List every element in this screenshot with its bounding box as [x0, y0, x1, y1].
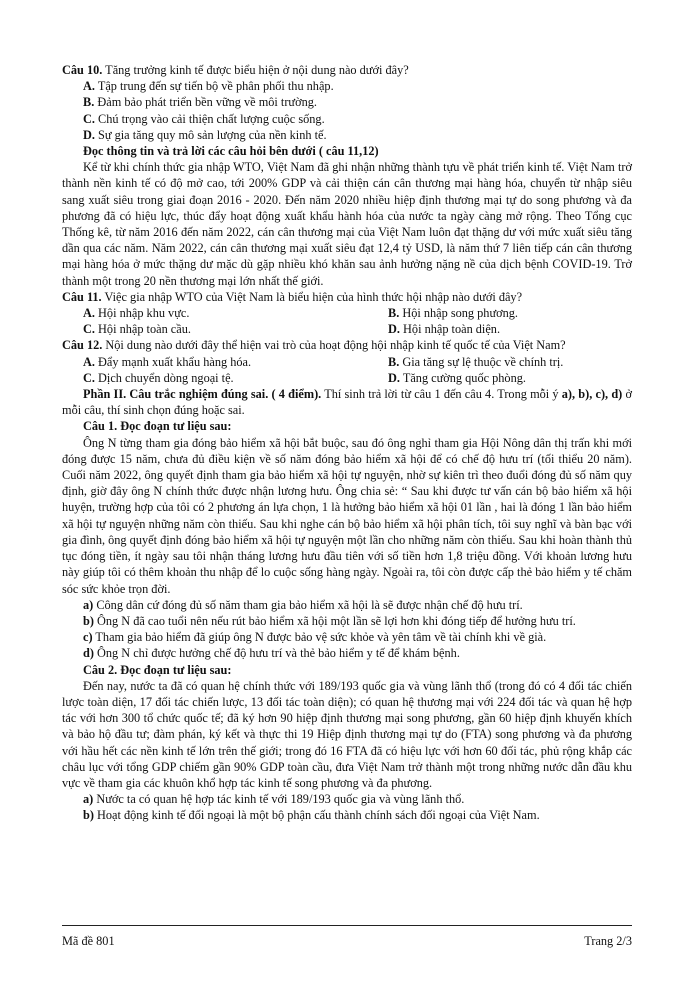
- statement-label: b): [83, 613, 94, 628]
- option-label: A.: [83, 354, 95, 369]
- part-2-intro: [62, 386, 632, 418]
- option: [62, 94, 632, 110]
- case-2-heading: [62, 662, 632, 678]
- statement: [62, 791, 632, 807]
- option: [388, 354, 632, 370]
- option-text: Gia tăng sự lệ thuộc về chính trị.: [399, 354, 564, 369]
- option-text: Đẩy mạnh xuất khẩu hàng hóa.: [94, 354, 252, 369]
- statement-label: c): [83, 630, 93, 645]
- option-label: A.: [83, 79, 95, 94]
- statement-text: Ông N đã cao tuổi nên nếu rút bảo hiểm xã hội một lần sẽ lợi hơn khi đóng tiếp để hưởng hưu trí.: [93, 613, 576, 628]
- question-text: Tăng trưởng kinh tế được biểu hiện ở nội dung nào dưới đây?: [102, 63, 409, 77]
- option-text: Đảm bảo phát triển bền vững về môi trường.: [94, 95, 317, 110]
- statement-label: b): [83, 808, 94, 823]
- option-label: C.: [83, 370, 95, 385]
- statement: [62, 597, 632, 613]
- option-label: A.: [83, 306, 95, 321]
- statement-text: Ông N chỉ được hưởng chế độ hưu trí và thẻ bảo hiểm y tế để khám bệnh.: [93, 646, 460, 661]
- exam-page: [62, 62, 632, 824]
- option: [388, 370, 632, 386]
- statement: [62, 645, 632, 661]
- option-text: Sự gia tăng quy mô sản lượng của nền kinh tế.: [94, 127, 327, 142]
- case-heading-text: Câu 1. Đọc đoạn tư liệu sau:: [83, 419, 232, 434]
- option-text: Tăng cường quốc phòng.: [399, 370, 526, 385]
- option-label: D.: [83, 127, 95, 142]
- question-10: [62, 62, 632, 78]
- option-label: B.: [83, 95, 95, 110]
- part-2-instructions: Thí sinh trả lời từ câu 1 đến câu 4. Trong mỗi ý: [321, 387, 562, 402]
- options-row: [62, 305, 632, 321]
- option-label: B.: [388, 306, 400, 321]
- question-label: Câu 12.: [62, 338, 103, 353]
- part-2-title: Phần II. Câu trắc nghiệm đúng sai. ( 4 điểm).: [83, 387, 322, 402]
- option: [388, 321, 632, 337]
- statement: [62, 629, 632, 645]
- option-label: C.: [83, 322, 95, 337]
- option-text: Hội nhập khu vực.: [94, 306, 190, 321]
- options-row: [62, 321, 632, 337]
- option: [62, 370, 388, 386]
- statement-label: a): [83, 792, 94, 807]
- reading-passage: Kể từ khi chính thức gia nhập WTO, Việt Nam đã ghi nhận những thành tựu về phát triển kinh tế. Việt Nam trở thành nền kinh tế có độ mở cao, tới 200% GDP và cải thiện cán cân thương mại hàng hóa, chuyển từ nhập siêu sang xuất siêu trong giai đoạn 2016 - 2020. Đến năm 2020 nhiều hiệp định thương mại tự do song phương và đa phương đã có hiệu lực, thúc đẩy hoạt động xuất khẩu hành hóa của nước ta ngày càng mở rộng. Theo Tổng cục Thống kê, từ năm 2016 đến năm 2022, cán cân thương mại của Việt Nam luôn đạt thặng dư với mức xuất siêu tăng dần qua các năm. Năm 2022, cán cân thương mại xuất siêu đạt 12,4 tỷ USD, là năm thứ 7 liên tiếp cán cân thương mại hàng hóa ở mức thặng dư mặc dù gặp nhiều khó khăn sau ảnh hưởng nặng nề của dịch bệnh COVID-19. Trở thành một trong 20 nền thương mại lớn nhất thế giới.: [62, 160, 632, 288]
- option: [62, 354, 388, 370]
- option-text: Chú trọng vào cải thiện chất lượng cuộc sống.: [94, 111, 325, 126]
- question-text: Việc gia nhập WTO của Việt Nam là biểu hiện của hình thức hội nhập nào dưới đây?: [101, 289, 523, 304]
- option: [62, 111, 632, 127]
- option: [388, 305, 632, 321]
- case-2-passage: Đến nay, nước ta đã có quan hệ chính thức với 189/193 quốc gia và vùng lãnh thổ (trong đó có 4 đối tác chiến lược toàn diện, 17 đối tác chiến lược, 13 đối tác toàn diện); có quan hệ thương mại với 224 đối tác và quan hệ hợp tác với hơn 300 tổ chức quốc tế; đã ký hơn 90 hiệp định thương mại song phương, gần 60 hiệp định khuyến khích và bảo hộ đầu tư; đàm phán, ký kết và thực thi 19 Hiệp định thương mại tự do (FTA) song phương và đa phương với hầu hết các nền kinh tế lớn trên thế giới; trong đó 16 FTA đã có hiệu lực với hơn 60 đối tác, phủ rộng khắp các châu lục với tổng GDP chiếm gần 90% GDP toàn cầu, đưa Việt Nam trở thành một trong những nước dẫn đầu khu vực về tham gia các khuôn khổ hợp tác kinh tế song phương và đa phương.: [62, 678, 632, 790]
- case-heading-text: Câu 2. Đọc đoạn tư liệu sau:: [83, 662, 232, 677]
- statement: [62, 613, 632, 629]
- option: [62, 305, 388, 321]
- statement-text: Công dân cứ đóng đủ số năm tham gia bảo hiểm xã hội là sẽ được nhận chế độ hưu trí.: [93, 597, 523, 612]
- part-2-instructions-end: ở mỗi câu, thí sinh chọn đúng hoặc sai.: [62, 387, 632, 418]
- page-footer: [62, 925, 632, 949]
- options-row: [62, 370, 632, 386]
- reading-heading-text: Đọc thông tin và trả lời các câu hỏi bên dưới ( câu 11,12): [83, 144, 379, 159]
- question-label: Câu 11.: [62, 289, 102, 304]
- option-text: Dịch chuyển dòng ngoại tệ.: [94, 370, 234, 385]
- option: [62, 321, 388, 337]
- statement-text: Nước ta có quan hệ hợp tác kinh tế với 189/193 quốc gia và vùng lãnh thổ.: [93, 792, 465, 807]
- option: [62, 78, 632, 94]
- reading-heading: [62, 143, 632, 159]
- option-text: Hội nhập toàn diện.: [399, 322, 501, 337]
- options-row: [62, 354, 632, 370]
- part-2-item-labels: a), b), c), d): [561, 387, 623, 402]
- question-label: Câu 10.: [62, 63, 103, 77]
- case-1-passage: Ông N từng tham gia đóng bảo hiểm xã hội bắt buộc, sau đó ông nghỉ tham gia Hội Nông dân thị trấn khi mới đóng được 15 năm, chưa đủ điều kiện về số năm đóng bảo hiểm xã hội để có chế độ hưu trí (tối thiểu 20 năm). Cuối năm 2022, ông quyết định tham gia bảo hiểm xã hội tự nguyện, nhờ sự kiên trì theo đuổi đóng đủ số năm quy định, giờ đây ông N chính thức được nhận lương hưu. Ông chia sẻ: “ Sau khi được tư vấn cán bộ bảo hiểm xã hội huyện, trường hợp của tôi có 2 phương án lựa chọn, 1 là hưởng bảo hiểm xã hội 01 lần , hai là đóng 1 lần bảo hiểm xã hội tự nguyện những năm còn thiếu. Sau khi nghe cán bộ bảo hiểm xã hội phân tích, tôi suy nghĩ và bàn bạc với gia đình, ông quyết định đóng bảo hiểm xã hội tự nguyện một lần cho những năm còn thiếu. Sau khi hoàn thành thủ tục đóng tiền, ít ngày sau tôi nhận tháng lương hưu đầu tiên với số tiền hơn 1,8 triệu đồng. Với khoản lương hưu này giúp tôi có thêm khoản thu nhập để lo cuộc sống hàng ngày. Ngoài ra, tôi còn được cấp thẻ bảo hiểm y tế chăm sóc sức khỏe trọn đời.: [62, 435, 632, 596]
- option: [62, 127, 632, 143]
- statement: [62, 807, 632, 823]
- question-text: Nội dung nào dưới đây thể hiện vai trò của hoạt động hội nhập kinh tế quốc tế của Việt Nam?: [102, 338, 566, 353]
- option-label: C.: [83, 111, 95, 126]
- exam-code: Mã đề 801: [62, 934, 115, 948]
- option-label: D.: [388, 370, 400, 385]
- option-label: B.: [388, 354, 400, 369]
- statement-text: Hoạt động kinh tế đối ngoại là một bộ phận cấu thành chính sách đối ngoại của Việt Nam.: [93, 808, 540, 823]
- option-text: Tập trung đến sự tiến bộ về phân phối thu nhập.: [94, 79, 334, 94]
- question-11: [62, 289, 632, 305]
- statement-text: Tham gia bảo hiểm đã giúp ông N được bảo vệ sức khỏe và yên tâm về tài chính khi về già.: [92, 630, 547, 645]
- statement-label: d): [83, 646, 94, 661]
- option-label: D.: [388, 322, 400, 337]
- case-1-heading: [62, 418, 632, 434]
- statement-label: a): [83, 597, 94, 612]
- page-number: Trang 2/3: [584, 934, 632, 948]
- option-text: Hội nhập song phương.: [399, 306, 518, 321]
- question-12: [62, 337, 632, 353]
- option-text: Hội nhập toàn cầu.: [94, 322, 191, 337]
